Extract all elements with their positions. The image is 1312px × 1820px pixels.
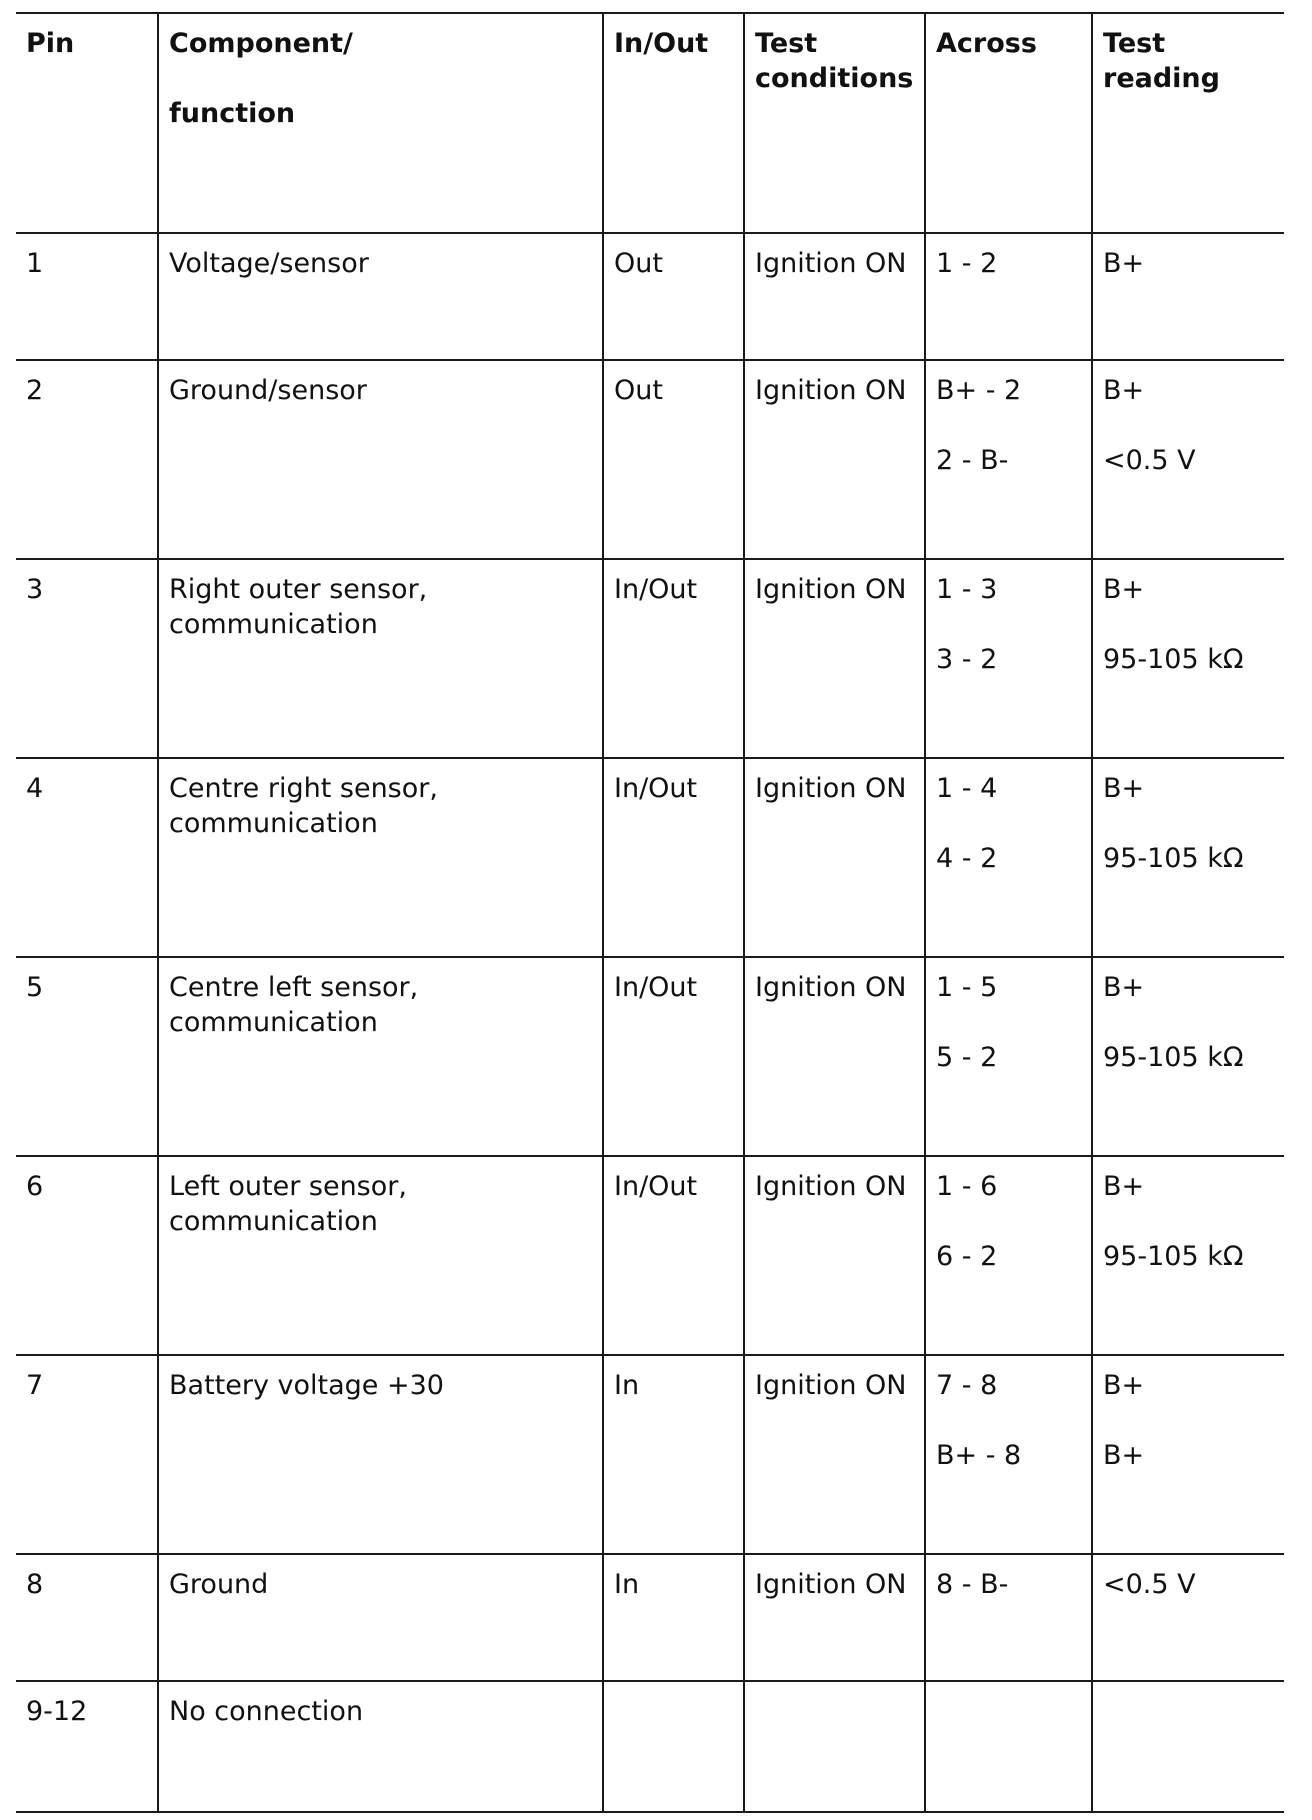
header-pin: Pin <box>16 13 158 233</box>
across-value: 1 - 6 <box>936 1171 998 1202</box>
cell-component: Centre right sensor, communication <box>158 758 603 957</box>
across-value: 6 - 2 <box>936 1241 998 1272</box>
cell-component: Ground/sensor <box>158 360 603 559</box>
cell-pin: 5 <box>16 957 158 1156</box>
cell-pin: 2 <box>16 360 158 559</box>
table-row <box>16 758 1284 957</box>
cell-pin: 1 <box>16 233 158 360</box>
across-value: B+ - 2 <box>936 375 1022 406</box>
cell-in-out: In <box>603 1355 744 1554</box>
reading-value: B+ <box>1103 1171 1145 1202</box>
header-in-out: In/Out <box>603 13 744 233</box>
across-value: 3 - 2 <box>936 644 998 675</box>
cell-test-reading <box>1092 1681 1284 1812</box>
header-test-conditions: Test conditions <box>744 13 925 233</box>
header-component-function <box>158 13 603 233</box>
across-value: 1 - 5 <box>936 972 998 1003</box>
reading-value: 95-105 kΩ <box>1103 1042 1244 1073</box>
cell-pin: 4 <box>16 758 158 957</box>
cell-test-reading <box>1092 360 1284 559</box>
cell-component: Battery voltage +30 <box>158 1355 603 1554</box>
reading-value: B+ <box>1103 248 1145 279</box>
reading-value: B+ <box>1103 1440 1145 1471</box>
table-row <box>16 957 1284 1156</box>
cell-test-reading <box>1092 957 1284 1156</box>
header-test-reading: Test reading <box>1092 13 1284 233</box>
reading-value: 95-105 kΩ <box>1103 1241 1244 1272</box>
table-header-row <box>16 13 1284 233</box>
cell-test-conditions: Ignition ON <box>744 1156 925 1355</box>
cell-in-out: In/Out <box>603 559 744 758</box>
reading-value: B+ <box>1103 1370 1145 1401</box>
reading-value: 95-105 kΩ <box>1103 843 1244 874</box>
cell-component: Left outer sensor, communication <box>158 1156 603 1355</box>
header-component-line2: function <box>169 98 296 129</box>
cell-across <box>925 1681 1092 1812</box>
table-row <box>16 360 1284 559</box>
cell-across <box>925 1554 1092 1681</box>
reading-value: B+ <box>1103 972 1145 1003</box>
cell-pin: 3 <box>16 559 158 758</box>
cell-test-reading <box>1092 1156 1284 1355</box>
cell-across <box>925 957 1092 1156</box>
cell-in-out: In/Out <box>603 957 744 1156</box>
cell-across <box>925 233 1092 360</box>
cell-in-out: Out <box>603 360 744 559</box>
cell-pin: 9-12 <box>16 1681 158 1812</box>
across-value: 7 - 8 <box>936 1370 998 1401</box>
reading-value: 95-105 kΩ <box>1103 644 1244 675</box>
across-value: 8 - B- <box>936 1569 1009 1600</box>
reading-value: B+ <box>1103 773 1145 804</box>
cell-in-out <box>603 1681 744 1812</box>
cell-test-reading <box>1092 233 1284 360</box>
table-row <box>16 233 1284 360</box>
cell-across <box>925 1156 1092 1355</box>
across-value: 1 - 4 <box>936 773 998 804</box>
cell-test-conditions: Ignition ON <box>744 957 925 1156</box>
cell-in-out: In/Out <box>603 1156 744 1355</box>
table-row <box>16 1554 1284 1681</box>
cell-test-reading <box>1092 1355 1284 1554</box>
cell-component: Right outer sensor, communication <box>158 559 603 758</box>
cell-in-out: In <box>603 1554 744 1681</box>
cell-pin: 7 <box>16 1355 158 1554</box>
cell-component: Centre left sensor, communication <box>158 957 603 1156</box>
cell-test-conditions <box>744 1681 925 1812</box>
cell-component: Voltage/sensor <box>158 233 603 360</box>
cell-test-conditions: Ignition ON <box>744 233 925 360</box>
cell-across <box>925 1355 1092 1554</box>
cell-component: Ground <box>158 1554 603 1681</box>
cell-across <box>925 758 1092 957</box>
table-row <box>16 1156 1284 1355</box>
across-value: 1 - 2 <box>936 248 998 279</box>
cell-pin: 8 <box>16 1554 158 1681</box>
reading-value: <0.5 V <box>1103 1569 1196 1600</box>
reading-value: <0.5 V <box>1103 445 1196 476</box>
table-row <box>16 559 1284 758</box>
cell-test-reading <box>1092 559 1284 758</box>
header-across: Across <box>925 13 1092 233</box>
cell-test-reading <box>1092 758 1284 957</box>
across-value: 1 - 3 <box>936 574 998 605</box>
cell-test-conditions: Ignition ON <box>744 758 925 957</box>
cell-test-reading <box>1092 1554 1284 1681</box>
pin-assignment-table <box>16 12 1284 1813</box>
cell-across <box>925 559 1092 758</box>
cell-in-out: In/Out <box>603 758 744 957</box>
across-value: B+ - 8 <box>936 1440 1022 1471</box>
across-value: 4 - 2 <box>936 843 998 874</box>
cell-test-conditions: Ignition ON <box>744 360 925 559</box>
cell-test-conditions: Ignition ON <box>744 1355 925 1554</box>
header-component-line1: Component/ <box>169 28 353 59</box>
cell-component: No connection <box>158 1681 603 1812</box>
table-row <box>16 1355 1284 1554</box>
across-value: 2 - B- <box>936 445 1009 476</box>
cell-across <box>925 360 1092 559</box>
across-value: 5 - 2 <box>936 1042 998 1073</box>
cell-pin: 6 <box>16 1156 158 1355</box>
cell-test-conditions: Ignition ON <box>744 1554 925 1681</box>
cell-test-conditions: Ignition ON <box>744 559 925 758</box>
reading-value: B+ <box>1103 375 1145 406</box>
reading-value: B+ <box>1103 574 1145 605</box>
cell-in-out: Out <box>603 233 744 360</box>
table-row <box>16 1681 1284 1812</box>
